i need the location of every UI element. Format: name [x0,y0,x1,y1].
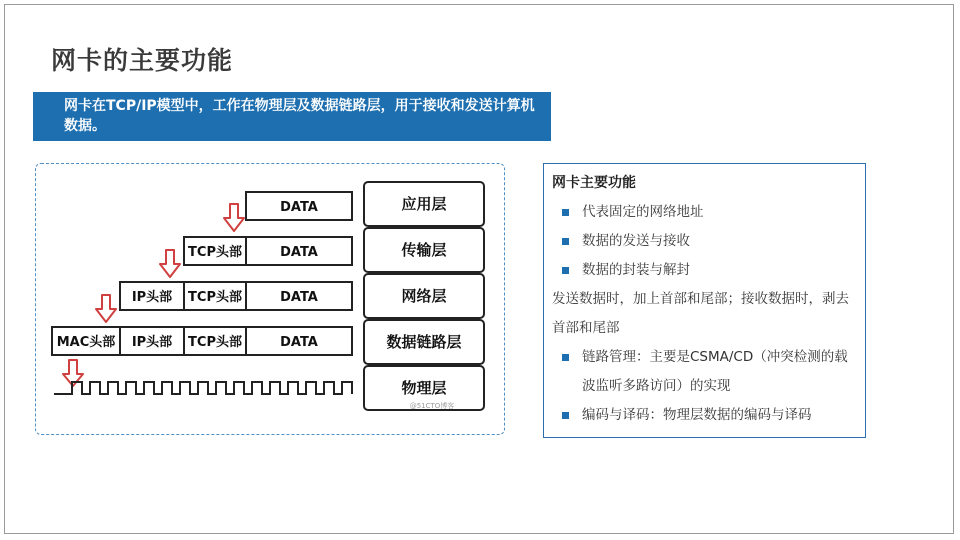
slide [4,4,954,534]
list-item [552,256,859,285]
bullet-icon [562,209,569,216]
list-item [552,401,859,430]
info-title: 网卡主要功能 [552,175,636,191]
row4-tcp: TCP头部 [188,335,242,350]
intro-banner: 网卡在TCP/IP模型中，工作在物理层及数据链路层，用于接收和发送计算机数据。 [33,92,551,141]
list-item [552,227,859,256]
list-item-text: 编码与译码：物理层数据的编码与译码 [582,407,812,423]
row1-data: DATA [280,200,318,215]
list-item-text: 数据的封装与解封 [582,262,690,278]
arrow-down-icon [96,295,116,322]
list-item-text: 代表固定的网络地址 [582,204,704,220]
arrow-down-icon [160,250,180,277]
row4-data: DATA [280,335,318,350]
physical-signal-wave [54,382,352,394]
layer-application: 应用层 [401,195,447,213]
row3-data: DATA [280,290,318,305]
row4-mac: MAC头部 [56,335,116,350]
watermark: @51CTO博客 [409,402,455,410]
bullet-icon [562,267,569,274]
layer-transport: 传输层 [401,241,447,259]
info-panel [543,163,866,438]
encapsulation-diagram [35,163,505,435]
row2-data: DATA [280,245,318,260]
layer-stack [364,182,484,410]
layer-network: 网络层 [401,287,447,305]
row3-tcp: TCP头部 [188,290,242,305]
list-item-text: 数据的发送与接收 [582,233,690,249]
list-item [552,343,859,401]
row4-ip: IP头部 [131,335,173,350]
list-item-text: 链路管理：主要是CSMA/CD（冲突检测的载波监听多路访问）的实现 [582,349,848,394]
row2-tcp: TCP头部 [188,245,242,260]
diagram-svg [36,164,506,436]
info-paragraph: 发送数据时，加上首部和尾部；接收数据时，剥去首部和尾部 [552,291,849,336]
row3-ip: IP头部 [131,290,173,305]
list-item [552,198,859,227]
page-title: 网卡的主要功能 [51,46,234,75]
bullet-icon [562,238,569,245]
layer-physical: 物理层 [401,379,447,397]
layer-datalink: 数据链路层 [386,333,462,351]
bullet-icon [562,354,569,361]
packet-rows [52,192,352,355]
bullet-icon [562,412,569,419]
arrow-down-icon [224,204,244,231]
